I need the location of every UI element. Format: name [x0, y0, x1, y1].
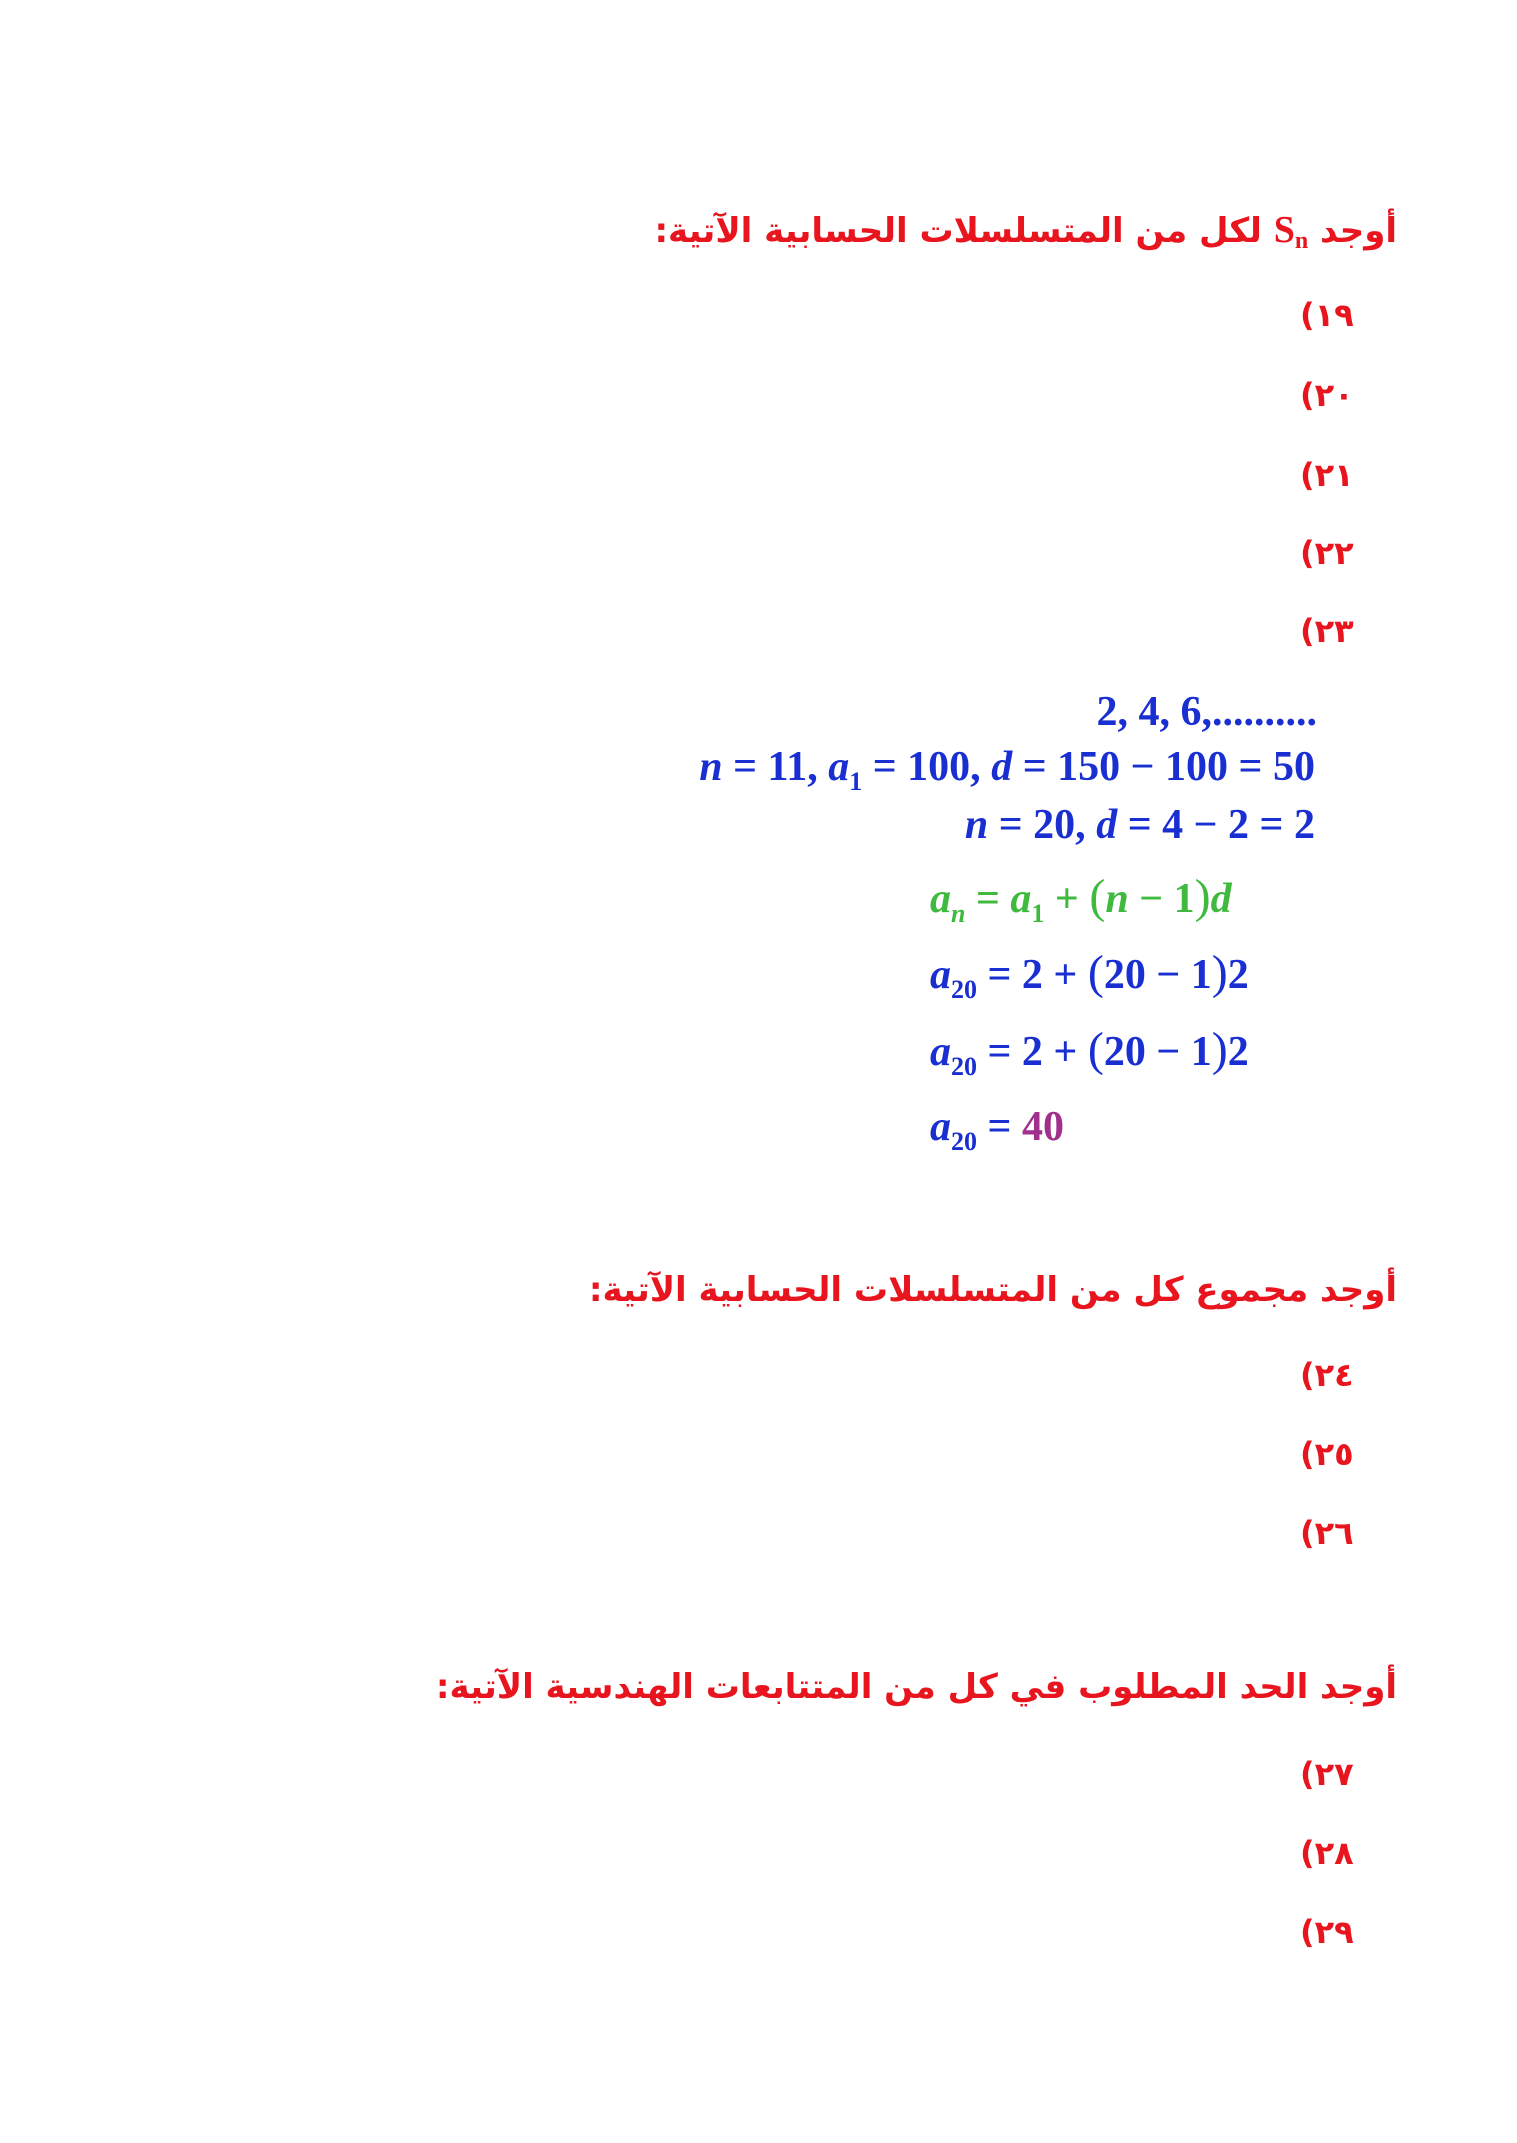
sub-n: n: [951, 899, 966, 928]
equals: =: [977, 1104, 1022, 1150]
multiplier: 2: [1227, 1029, 1249, 1075]
section3-heading: أوجد الحد المطلوب في كل من المتتابعات الهندسية الآتية:: [435, 1667, 1397, 1707]
sn-symbol: [1273, 209, 1309, 254]
inner-expr: 20 − 1: [1103, 952, 1212, 998]
right-paren: ): [1211, 946, 1228, 999]
multiplier: 2: [1227, 952, 1249, 998]
var-a: a: [828, 744, 850, 790]
sequence-line: [1097, 685, 1318, 739]
question-number: ٢٥): [1300, 1435, 1354, 1473]
right-paren: ): [1211, 1023, 1228, 1076]
substitution-line-1: [930, 946, 1249, 1017]
question-number: ٢٢): [1300, 534, 1354, 572]
sub-1: 1: [849, 767, 863, 796]
sequence-text: 2, 4, 6,..........: [1096, 689, 1317, 735]
sn-s: S: [1273, 209, 1295, 251]
inner-expr: 20 − 1: [1103, 1029, 1212, 1075]
question-number: ٢٤): [1300, 1356, 1354, 1394]
question-number: ٢٩): [1300, 1913, 1354, 1951]
question-number: ٢٧): [1300, 1755, 1354, 1793]
substitution-line-2: [930, 1023, 1249, 1094]
expr: = 2 +: [977, 1029, 1088, 1075]
section1-heading: [654, 208, 1397, 263]
left-paren: (: [1087, 946, 1104, 999]
var-d: d: [1210, 876, 1232, 922]
value-n: = 11,: [722, 744, 829, 790]
var-n: n: [964, 802, 989, 848]
value-a1: = 100,: [862, 744, 992, 790]
var-n: n: [699, 744, 723, 790]
expr: = 2 +: [977, 952, 1088, 998]
question-number: ١٩): [1300, 296, 1354, 334]
question-number: ٢٠): [1300, 376, 1354, 414]
question-number: ٢٦): [1300, 1514, 1354, 1552]
var-a: a: [930, 876, 951, 922]
sub-1: 1: [1031, 899, 1045, 928]
value-d: = 4 − 2 = 2: [1117, 802, 1315, 848]
section2-heading: أوجد مجموع كل من المتسلسلات الحسابية الآتية:: [588, 1270, 1397, 1310]
given-line-2: [965, 798, 1315, 852]
result-line: [930, 1100, 1064, 1169]
sub-20: 20: [951, 975, 977, 1004]
question-number: ٢٨): [1300, 1834, 1354, 1872]
left-paren: (: [1087, 1023, 1104, 1076]
var-a: a: [1010, 876, 1032, 922]
var-d: d: [991, 744, 1013, 790]
var-a: a: [930, 1029, 951, 1075]
var-a: a: [930, 1104, 951, 1150]
question-number: ٢١): [1300, 456, 1354, 494]
equals: =: [965, 876, 1011, 922]
right-paren: ): [1194, 870, 1211, 923]
var-n: n: [1105, 876, 1129, 922]
sub-20: 20: [951, 1052, 977, 1081]
result-value: 40: [1021, 1104, 1064, 1150]
left-paren: (: [1089, 870, 1106, 923]
value-d: = 150 − 100 = 50: [1012, 744, 1315, 790]
plus: +: [1044, 876, 1090, 922]
minus-one: − 1: [1128, 876, 1195, 922]
sub-20: 20: [951, 1127, 977, 1156]
var-d: d: [1096, 802, 1118, 848]
question-number: ٢٣): [1300, 612, 1354, 650]
var-a: a: [930, 952, 951, 998]
value-n: = 20,: [988, 802, 1097, 848]
sn-n: n: [1294, 228, 1309, 254]
section1-heading-suffix: لكل من المتسلسلات الحسابية الآتية:: [654, 211, 1274, 251]
section1-heading-prefix: أوجد: [1308, 211, 1397, 251]
general-term-formula: [930, 870, 1232, 941]
